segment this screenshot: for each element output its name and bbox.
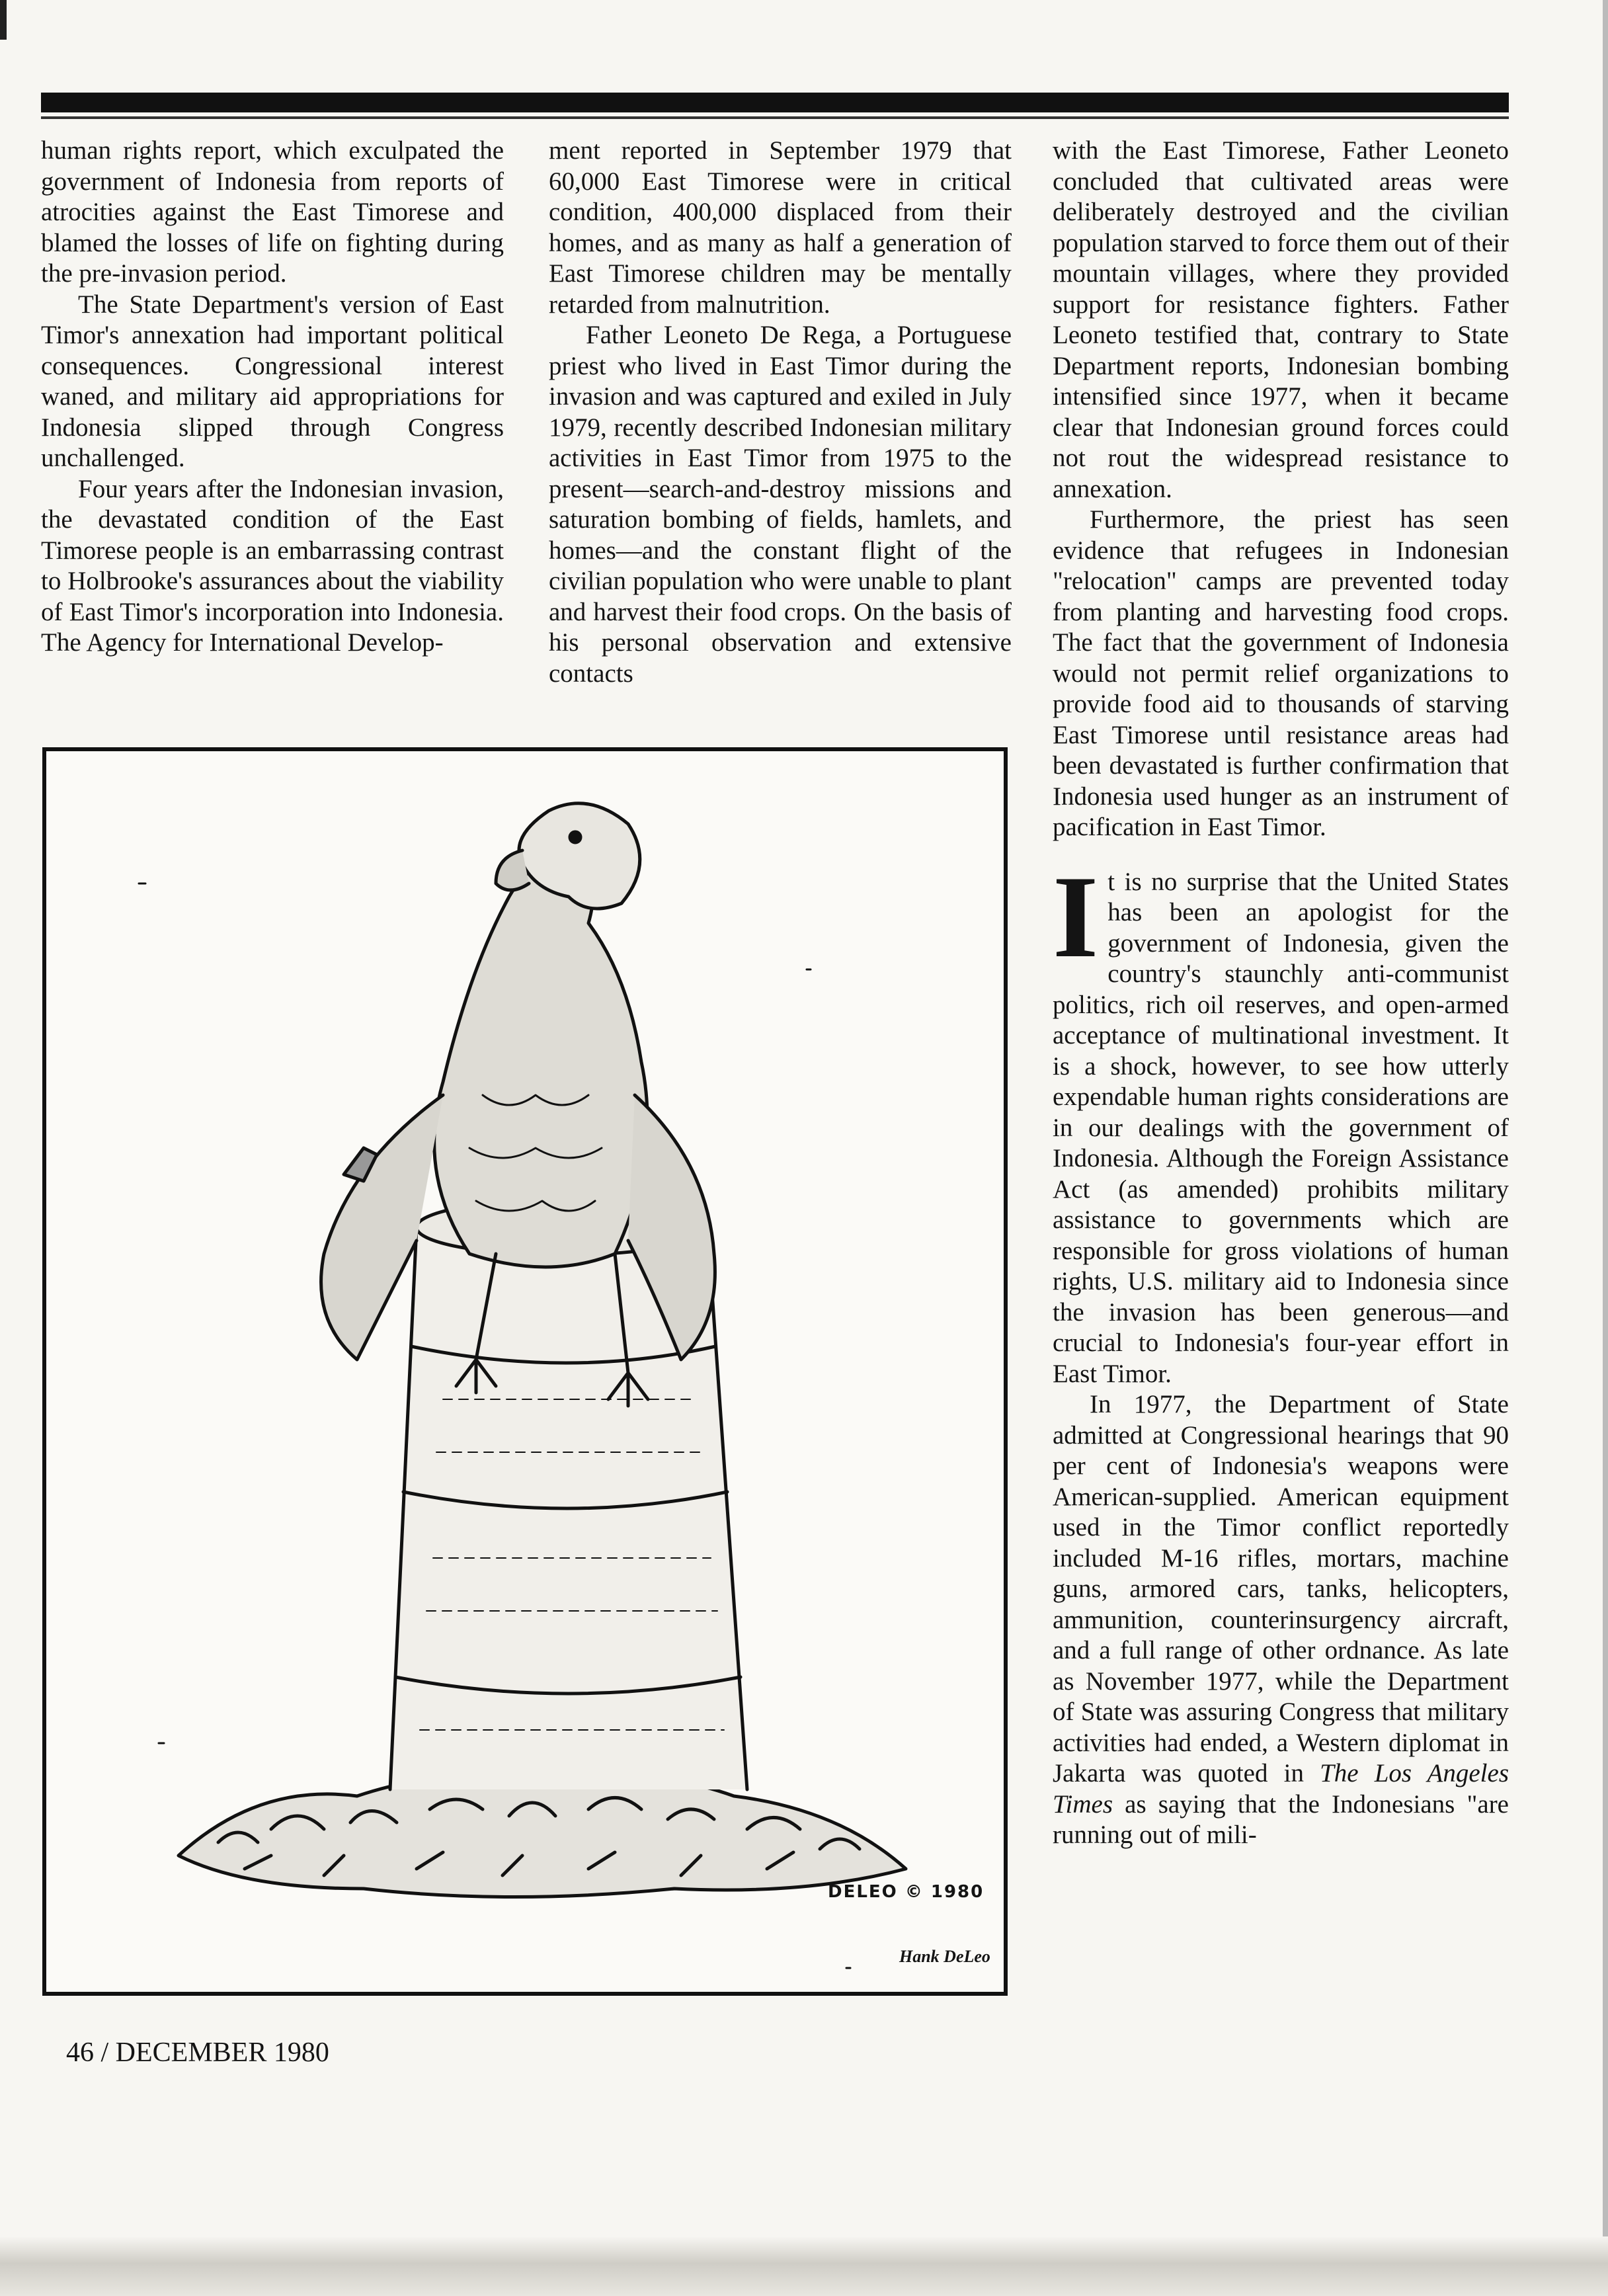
scan-edge xyxy=(0,2236,1608,2296)
paragraph-text: t is no surprise that the United States has been an apologist for the government of Indonesia, given the country's staunchly anti-communist politics, rich oil reserves, and open-armed acceptance of multinational investment. It is a shock, however, to see how utterly expendable human rights considerations are in our dealings with the government of Indonesia. Although the Foreign Assistance Act (as amended) prohibits military assistance to governments which are responsible for gross violations of human rights, U.S. military aid to Indonesia since the invasion has been generous—and crucial to Indonesia's four-year effort in East Timor. xyxy=(1053,867,1509,1388)
paragraph: with the East Timorese, Father Leoneto concluded that cultivated areas were deliberately destroyed and the civilian population starved to force them out of their mountain villages, where they provided support for resistance fighters. Father Leoneto testified that, contrary to State Department reports, Indonesian bombing intensified since 1977, when it became clear that Indonesian ground forces could not rout the widespread resistance to annexation. xyxy=(1053,136,1509,503)
page-footer: 46 / DECEMBER 1980 xyxy=(66,2037,329,2068)
cartoon-signature: DELEO © 1980 xyxy=(828,1882,985,1902)
top-rule xyxy=(41,93,1509,112)
scan-edge xyxy=(0,0,7,40)
column-1 xyxy=(41,136,504,659)
cartoon-credit: Hank DeLeo xyxy=(899,1947,990,1966)
newspaper-title: The Los Angeles Times xyxy=(1053,1759,1509,1819)
paragraph-text: as saying that the Indonesians "are running out of mili- xyxy=(1053,1789,1509,1849)
paragraph: The State Department's version of East Timor's annexation had important political consequences. Congressional interest waned, and military aid appropriations for Indonesia slipped through Congress unchallenged. xyxy=(41,290,504,472)
drop-cap: I xyxy=(1053,850,1099,982)
paragraph: ment reported in September 1979 that 60,000 East Timorese were in critical condition, 400,000 displaced from their homes, and as many as half a generation of East Timorese children may be mentally retarded from malnutrition. xyxy=(549,136,1012,319)
paragraph-dropcap xyxy=(1053,850,1509,1390)
column-2 xyxy=(549,136,1012,689)
editorial-cartoon xyxy=(42,747,1008,1996)
paragraph xyxy=(1053,1389,1509,1851)
vulture-on-barrel-illustration xyxy=(46,751,1004,1992)
paragraph: Father Leoneto De Rega, a Portuguese priest who lived in East Timor during the invasion and was captured and exiled in July 1979, recently described Indonesian military activities in East Timor from 1975 to the present—search-and-destroy missions and saturation bombing of fields, hamlets, and homes—and the constant flight of the civilian population who were unable to plant and harvest their food crops. On the basis of his personal observation and extensive contacts xyxy=(549,321,1012,688)
scan-edge xyxy=(1603,0,1608,2296)
paragraph: Furthermore, the priest has seen evidence that refugees in Indonesian "relocation" camps are prevented today from planting and harvesting food crops. The fact that the government of Indonesia would not permit relief organizations to provide food aid to thousands of starving East Timorese until resistance areas had been devastated is further confirmation that Indonesia used hunger as an instrument of pacification in East Timor. xyxy=(1053,505,1509,841)
paragraph: human rights report, which exculpated the government of Indonesia from reports of atrocities against the East Timorese and blamed the losses of life on fighting during the pre-invasion period. xyxy=(41,136,504,288)
column-3 xyxy=(1053,136,1509,1851)
paragraph: Four years after the Indonesian invasion, the devastated condition of the East Timorese people is an embarrassing contrast to Holbrooke's assurances about the viability of East Timor's incorporation into Indonesia. The Agency for International Develop- xyxy=(41,474,504,657)
paragraph-text: In 1977, the Department of State admitted at Congressional hearings that 90 per cent of Indonesia's weapons were American-supplied. American equipment used in the Timor conflict reportedly included M-16 rifles, mortars, machine guns, armored cars, tanks, helicopters, ammunition, counterinsurgency aircraft, and a full range of other ordnance. As late as November 1977, while the Department of State was assuring Congress that military activities had ended, a Western diplomat in Jakarta was quoted in xyxy=(1053,1390,1509,1787)
